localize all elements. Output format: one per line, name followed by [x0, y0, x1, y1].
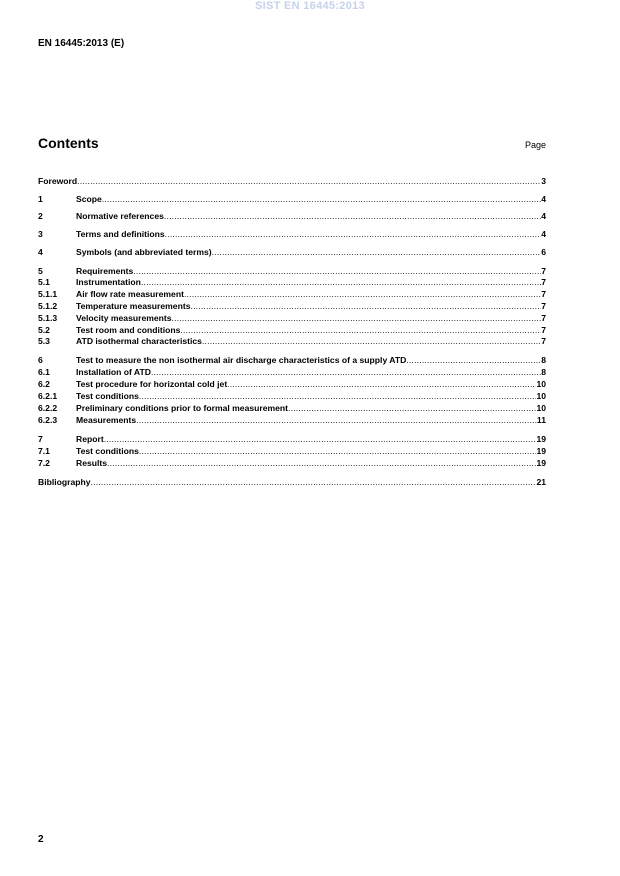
dot-leader	[180, 325, 541, 336]
dot-leader	[406, 355, 541, 366]
toc-entry-number: 6.1	[38, 367, 50, 377]
toc-entry[interactable]	[38, 194, 546, 205]
page-number: 2	[38, 834, 44, 845]
toc-entry-title: Symbols (and abbreviated terms)	[76, 247, 212, 257]
dot-leader	[165, 229, 542, 240]
toc-entry-title: Instrumentation	[76, 277, 141, 287]
toc-entry-number: 4	[38, 247, 43, 257]
toc-entry-number: 5.1.1	[38, 289, 58, 299]
dot-leader	[133, 266, 541, 277]
toc-entry-title: Test to measure the non isothermal air discharge characteristics of a supply ATD	[76, 355, 407, 365]
toc-entry-title: Terms and definitions	[76, 229, 165, 239]
toc-entry-number: 5.1	[38, 277, 50, 287]
dot-leader	[190, 301, 541, 312]
toc-entry[interactable]	[38, 391, 546, 402]
toc-entry[interactable]	[38, 355, 546, 366]
toc-entry-title: Scope	[76, 194, 102, 204]
toc-entry[interactable]	[38, 266, 546, 277]
toc-entry-number: 6.2.1	[38, 391, 58, 401]
dot-leader	[139, 446, 537, 457]
toc-entry-title: Air flow rate measurement	[76, 289, 184, 299]
toc-entry-page: 7	[541, 277, 546, 287]
toc-entry[interactable]	[38, 415, 546, 426]
dot-leader	[184, 289, 541, 300]
toc-entry-title: Report	[76, 434, 104, 444]
toc-entry-page: 7	[541, 301, 546, 311]
toc-entry-page: 21	[536, 477, 546, 487]
toc-entry-page: 7	[541, 313, 546, 323]
toc-entry-title: ATD isothermal characteristics	[76, 336, 202, 346]
toc-entry-page: 8	[541, 367, 546, 377]
toc-entry-page: 4	[541, 194, 546, 204]
toc-entry-title: Foreword	[38, 176, 78, 186]
toc-entry[interactable]	[38, 379, 546, 390]
watermark: SIST EN 16445:2013	[255, 0, 365, 12]
toc-entry-number: 5.2	[38, 325, 50, 335]
toc-entry-number: 2	[38, 211, 43, 221]
document-header: EN 16445:2013 (E)	[38, 38, 125, 49]
dot-leader	[139, 391, 537, 402]
toc-entry[interactable]	[38, 289, 546, 300]
toc-entry-title: Test conditions	[76, 391, 139, 401]
dot-leader	[202, 336, 541, 347]
toc-entry-title: Normative references	[76, 211, 164, 221]
toc-entry-page: 11	[536, 415, 546, 425]
toc-entry[interactable]	[38, 211, 546, 222]
toc-entry-number: 5	[38, 266, 43, 276]
toc-entry-page: 4	[541, 229, 546, 239]
toc-entry[interactable]	[38, 301, 546, 312]
toc-entry-title: Installation of ATD	[76, 367, 151, 377]
toc-entry-page: 4	[541, 211, 546, 221]
toc-entry-number: 5.1.3	[38, 313, 58, 323]
toc-entry[interactable]	[38, 367, 546, 378]
dot-leader	[172, 313, 542, 324]
toc-entry-page: 19	[536, 434, 546, 444]
dot-leader	[288, 403, 536, 414]
toc-entry[interactable]	[38, 313, 546, 324]
toc-entry-page: 10	[536, 379, 546, 389]
toc-entry[interactable]	[38, 247, 546, 258]
toc-entry-number: 7.2	[38, 458, 50, 468]
toc-entry-title: Preliminary conditions prior to formal measurement	[76, 403, 289, 413]
toc-entry-title: Temperature measurements	[76, 301, 191, 311]
toc-entry-page: 7	[541, 325, 546, 335]
toc-entry-page: 19	[536, 458, 546, 468]
dot-leader	[102, 194, 541, 205]
toc-entry-number: 1	[38, 194, 43, 204]
dot-leader	[212, 247, 542, 258]
dot-leader	[136, 415, 537, 426]
toc-entry[interactable]	[38, 434, 546, 445]
toc-entry-page: 10	[536, 403, 546, 413]
dot-leader	[104, 434, 537, 445]
toc-entry-page: 7	[541, 266, 546, 276]
toc-entry-number: 6	[38, 355, 43, 365]
toc-entry-page: 6	[541, 247, 546, 257]
toc-entry-page: 7	[541, 336, 546, 346]
dot-leader	[77, 176, 541, 187]
toc-entry[interactable]	[38, 229, 546, 240]
dot-leader	[227, 379, 536, 390]
toc-entry[interactable]	[38, 277, 546, 288]
toc-entry-title: Test conditions	[76, 446, 139, 456]
toc-entry-title: Test room and conditions	[76, 325, 181, 335]
toc-entry[interactable]	[38, 336, 546, 347]
toc-entry-title: Measurements	[76, 415, 137, 425]
toc-entry-number: 7.1	[38, 446, 50, 456]
toc-entry-page: 3	[541, 176, 546, 186]
toc-entry-number: 7	[38, 434, 43, 444]
toc-entry-title: Results	[76, 458, 108, 468]
toc-entry[interactable]	[38, 176, 546, 187]
dot-leader	[91, 477, 537, 488]
toc-entry-title: Bibliography	[38, 477, 91, 487]
toc-entry-number: 3	[38, 229, 43, 239]
toc-entry-page: 19	[536, 446, 546, 456]
toc-entry-page: 7	[541, 289, 546, 299]
toc-entry-title: Velocity measurements	[76, 313, 172, 323]
page-title: Contents	[38, 135, 99, 151]
toc-entry[interactable]	[38, 477, 546, 488]
toc-entry-page: 10	[536, 391, 546, 401]
toc-entry-number: 6.2.3	[38, 415, 58, 425]
dot-leader	[107, 458, 536, 469]
toc-entry-number: 5.3	[38, 336, 50, 346]
toc-entry-page: 8	[541, 355, 546, 365]
toc-entry-number: 6.2	[38, 379, 50, 389]
page-column-label: Page	[524, 140, 546, 150]
toc-entry[interactable]	[38, 446, 546, 457]
toc-entry-title: Requirements	[76, 266, 134, 276]
dot-leader	[164, 211, 541, 222]
toc-entry-number: 5.1.2	[38, 301, 58, 311]
dot-leader	[141, 277, 541, 288]
toc-entry[interactable]	[38, 325, 546, 336]
toc-entry[interactable]	[38, 458, 546, 469]
toc-entry[interactable]	[38, 403, 546, 414]
dot-leader	[151, 367, 541, 378]
toc-entry-title: Test procedure for horizontal cold jet	[76, 379, 228, 389]
toc-entry-number: 6.2.2	[38, 403, 58, 413]
